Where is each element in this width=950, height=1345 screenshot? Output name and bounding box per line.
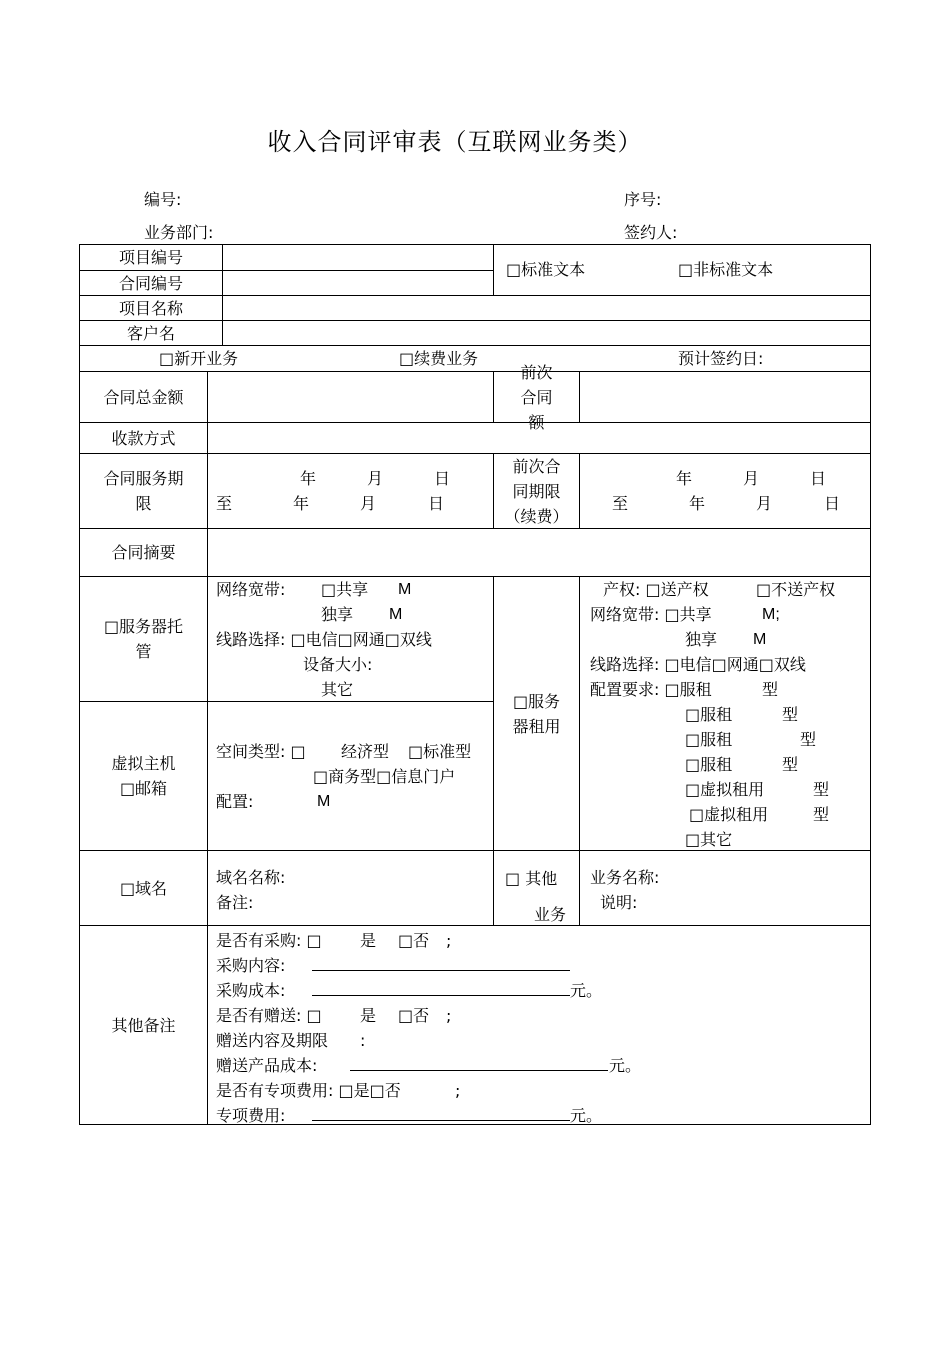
virtual-rent-checkbox[interactable]: □虚拟租用 (685, 780, 765, 799)
remarks-label: 其他备注 (79, 925, 208, 1125)
bandwidth-checkbox[interactable]: 网络宽带: □共享 (590, 605, 712, 624)
type-label: 型 (782, 705, 799, 724)
remarks-detail (207, 925, 871, 1125)
contract-no-label: 合同编号 (79, 270, 223, 296)
business-checkbox[interactable]: □商务型□信息门户 (313, 767, 456, 786)
day-label: 日 (810, 469, 827, 488)
type-label: 型 (800, 730, 817, 749)
other-business-label: 业务 (534, 905, 567, 924)
year-label: 年 (676, 469, 693, 488)
day-label: 日 (428, 494, 445, 513)
review-form (79, 244, 871, 1125)
purchase-checkbox[interactable]: 是否有采购: □ (216, 931, 322, 950)
type-label: 型 (782, 755, 799, 774)
new-business-checkbox[interactable]: □新开业务 (159, 349, 239, 368)
yes-label: 是 (360, 931, 377, 950)
no-property-checkbox[interactable]: □不送产权 (756, 580, 836, 599)
project-no-label: 项目编号 (79, 244, 223, 271)
summary-label: 合同摘要 (79, 528, 208, 577)
purchase-cost-label: 采购成本: (216, 981, 286, 1000)
day-label: 日 (434, 469, 451, 488)
exclusive-label: 独享 (321, 605, 354, 624)
prev-period-label: 前次合 同期限 （续费） (493, 453, 580, 529)
shared-checkbox[interactable]: □共享 (321, 580, 369, 599)
semicolon: ; (446, 931, 452, 950)
semicolon: ; (446, 1006, 452, 1025)
yuan-label: 元。 (609, 1056, 642, 1075)
seq-label: 序号: (624, 190, 662, 209)
day-label: 日 (824, 494, 841, 513)
year-label: 年 (300, 469, 317, 488)
virtual-host-label: 虚拟主机 □邮箱 (79, 701, 208, 851)
project-name-label: 项目名称 (79, 295, 223, 321)
no-checkbox[interactable]: □否 (398, 931, 430, 950)
colon: : (360, 1031, 366, 1050)
purchase-cost-input[interactable] (312, 978, 570, 1003)
prev-amount-label: 前次合同额 (493, 371, 580, 423)
signer-label: 签约人: (624, 223, 678, 242)
business-type-row (79, 345, 871, 372)
rent-checkbox[interactable]: □服租 (685, 705, 733, 724)
line-choice-checkboxes[interactable]: 线路选择: □电信□网通□双线 (216, 630, 432, 649)
month-label: 月 (743, 469, 760, 488)
type-label: 型 (813, 780, 830, 799)
service-period-label: 合同服务期限 (79, 453, 208, 529)
other-checkbox[interactable]: □其它 (685, 830, 733, 849)
unit-label: M; (762, 606, 780, 623)
yuan-label: 元。 (570, 981, 603, 1000)
yes-label: 是 (360, 1006, 377, 1025)
page-title: 收入合同评审表（互联网业务类） (267, 128, 643, 156)
nonstandard-text-checkbox[interactable]: □非标准文本 (678, 260, 774, 279)
month-label: 月 (756, 494, 773, 513)
server-rental-detail (579, 576, 871, 851)
number-label: 编号: (144, 190, 182, 209)
unit-label: M (389, 606, 403, 623)
domain-name-label: 域名名称: (216, 868, 286, 887)
server-hosting-detail (207, 576, 494, 702)
project-name-field[interactable] (222, 295, 871, 321)
gift-cost-input[interactable] (350, 1053, 608, 1078)
customer-name-label: 客户名 (79, 320, 223, 346)
line-choice-checkboxes[interactable]: 线路选择: □电信□网通□双线 (590, 655, 806, 674)
virtual-rent-checkbox[interactable]: □虚拟租用 (689, 805, 769, 824)
domain-detail (207, 850, 494, 926)
mailbox-checkbox[interactable]: □邮箱 (119, 779, 168, 798)
special-fee-checkbox[interactable]: 是否有专项费用: □是□否 (216, 1081, 401, 1100)
payment-method-field[interactable] (207, 422, 871, 454)
rent-checkbox[interactable]: □服租 (685, 755, 733, 774)
purchase-content-input[interactable] (312, 953, 570, 978)
other-label: 其它 (321, 680, 354, 699)
year-label: 年 (689, 494, 706, 513)
type-label: 型 (762, 680, 779, 699)
device-size-label: 设备大小: (303, 655, 373, 674)
special-cost-label: 专项费用: (216, 1106, 286, 1125)
text-type-cell (493, 244, 871, 296)
to-label: 至 (612, 494, 629, 513)
no-checkbox[interactable]: □否 (398, 1006, 430, 1025)
config-label: 配置: (216, 792, 254, 811)
domain-note-label: 备注: (216, 893, 254, 912)
prev-amount-field[interactable] (579, 371, 871, 423)
server-hosting-checkbox[interactable]: □服务器托 管 (79, 576, 208, 702)
project-no-field[interactable] (222, 244, 494, 271)
other-business-detail (579, 850, 871, 926)
purchase-content-label: 采购内容: (216, 956, 286, 975)
gift-checkbox[interactable]: 是否有赠送: □ (216, 1006, 322, 1025)
year-label: 年 (293, 494, 310, 513)
virtual-host-detail (207, 701, 494, 851)
exclusive-label: 独享 (685, 630, 718, 649)
standard-checkbox[interactable]: □标准型 (408, 742, 472, 761)
domain-checkbox[interactable]: □域名 (79, 850, 208, 926)
standard-text-checkbox[interactable]: □标准文本 (506, 260, 586, 279)
unit-label: M (753, 631, 767, 648)
description-label: 说明: (600, 893, 638, 912)
special-cost-input[interactable] (312, 1103, 570, 1128)
to-label: 至 (216, 494, 233, 513)
rent-checkbox[interactable]: □服租 (685, 730, 733, 749)
prev-period-field[interactable] (579, 453, 871, 529)
dept-label: 业务部门: (144, 223, 214, 242)
service-period-field[interactable] (207, 453, 494, 529)
type-label: 型 (813, 805, 830, 824)
server-rental-checkbox[interactable]: □服务 器租用 (493, 576, 580, 851)
summary-field[interactable] (207, 528, 871, 577)
yuan-label: 元。 (570, 1106, 603, 1125)
gift-content-label: 赠送内容及期限 (216, 1031, 329, 1050)
unit-label: M (398, 581, 412, 598)
total-amount-label: 合同总金额 (79, 371, 208, 423)
other-business-label: □ 其他 (505, 869, 558, 888)
semicolon: ; (455, 1081, 461, 1100)
month-label: 月 (360, 494, 377, 513)
config-checkbox[interactable]: 配置要求: □服租 (590, 680, 712, 699)
customer-name-field[interactable] (222, 320, 871, 346)
gift-cost-label: 赠送产品成本: (216, 1056, 318, 1075)
expected-sign-date-label: 预计签约日: (678, 349, 764, 368)
contract-no-field[interactable] (222, 270, 494, 296)
space-type-checkbox[interactable]: 空间类型: □ (216, 742, 306, 761)
economy-label: 经济型 (341, 742, 390, 761)
month-label: 月 (367, 469, 384, 488)
bandwidth-label: 网络宽带: (216, 580, 286, 599)
property-checkbox[interactable]: 产权: □送产权 (603, 580, 709, 599)
total-amount-field[interactable] (207, 371, 494, 423)
unit-label: M (317, 793, 331, 810)
renewal-business-checkbox[interactable]: □续费业务 (399, 349, 479, 368)
other-business-checkbox[interactable] (493, 850, 580, 926)
payment-method-label: 收款方式 (79, 422, 208, 454)
business-name-label: 业务名称: (590, 868, 660, 887)
